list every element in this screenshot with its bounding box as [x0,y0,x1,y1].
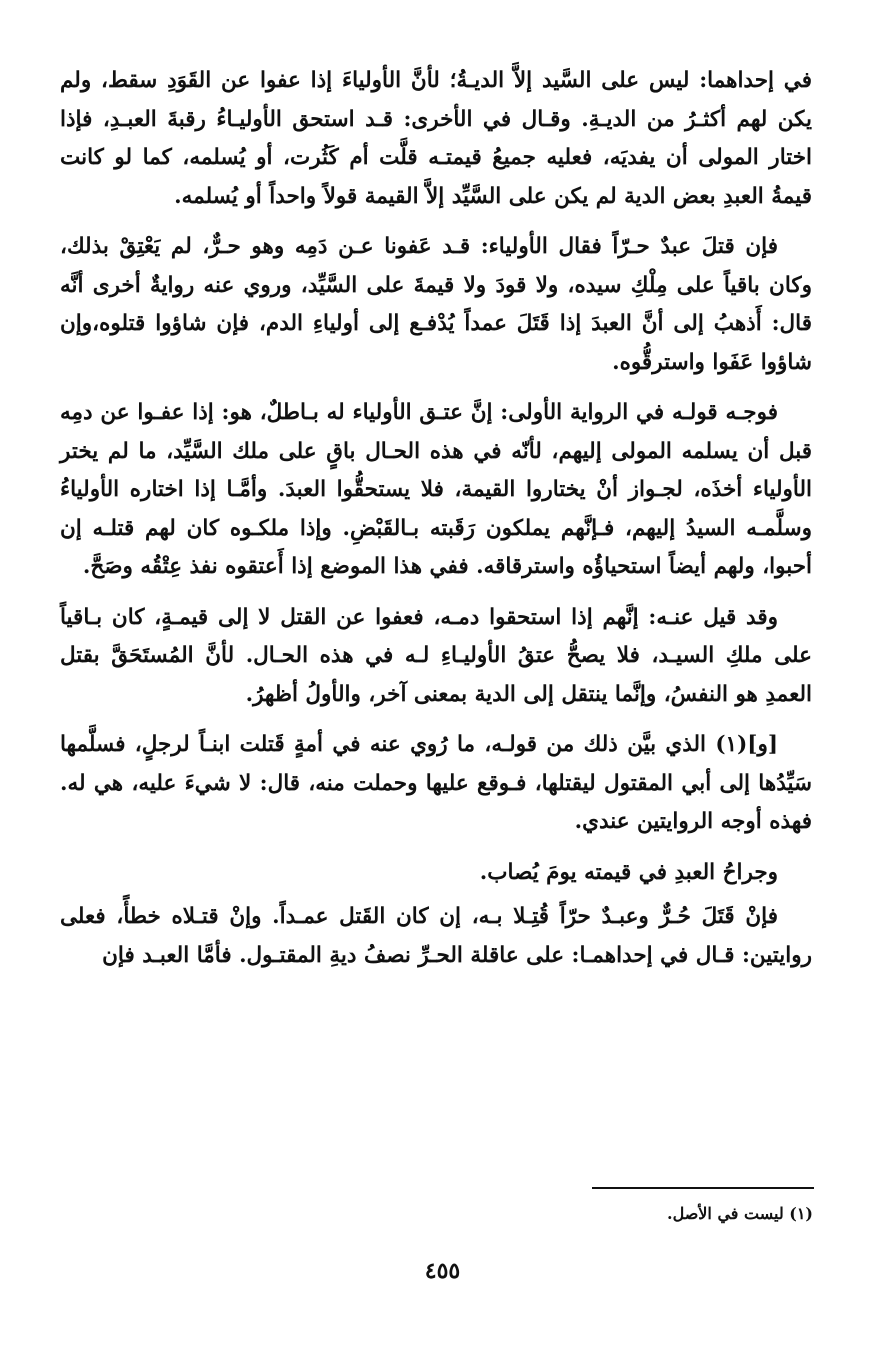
footnote: (١) ليست في الأصل. [667,1204,813,1223]
page-number: ٤٥٥ [424,1258,461,1284]
paragraph-6: وجراحُ العبدِ في قيمته يومَ يُصاب. [479,859,778,885]
paragraph-3: فوجـه قولـه في الرواية الأولى: إنَّ عتـق الأولياء له بـاطلٌ، هو: إذا عفـوا عن دمِه قبل أن يسلمه المولى إليهم، لأنّه في هذه الحـال باقٍ على ملك السَّيِّد، ما لم يختر الأولياء أخذَه، لجـواز أنْ يختاروا القيمة، فلا يستحقُّوا العبدَ. وأمَّـا إذا اختاره الأولياءُ وسلَّمـه السيدُ إليهم، فـإنَّهم يملكون رَقَبته بـالقَبْضِ. وإذا ملكـوه كان لهم قتلـه إن أحبوا، ولهم أيضاً استحياؤُه واسترقاقه. ففي هذا الموضع إذا أَعتقوه نفذ عِتْقُه وصَحَّ. [60,400,812,579]
page-body [60,62,812,987]
paragraph-7: فإنْ قَتَلَ حُـرٌّ وعبـدٌ حرّاً قُتِـلا بـه، إن كان القَتل عمـداً. وإنْ قتـلاه خطأً، فعلى روايتين: قـال في إحداهمـا: على عاقلة الحـرِّ نصفُ ديةِ المقتـول. فأمَّا العبـد فإن [60,904,812,968]
paragraph-5: [و](١) الذي بيَّن ذلك من قولـه، ما رُوي عنه في أمةٍ قَتلت ابنـاً لرجلٍ، فسلَّمها سَيِّدُها إلى أبي المقتول ليقتلها، فـوقع عليها وحملت منه، قال: لا شيءَ عليه، هي له. فهذه أوجه الروايتين عندي. [60,732,812,834]
footnote-divider [592,1187,814,1189]
paragraph-1: في إحداهما: ليس على السَّيد إلاَّ الديـةُ؛ لأنَّ الأولياءَ إذا عفوا عن القَوَدِ سقط، ولم يكن لهم أكثـرُ من الديـةِ. وقـال في الأخرى: قـد استحق الأوليـاءُ رقبةَ العبـدِ، فإذا اختار المولى أن يفديَه، فعليه جميعُ قيمتـه قلَّت أم كَثُرت، أو يُسلمه، كما لو كانت قيمةُ العبدِ بعض الدية لم يكن على السَّيِّد إلاَّ القيمة قولاً واحداً أو يُسلمه. [60,68,812,209]
paragraph-4: وقد قيل عنـه: إنَّهم إذا استحقوا دمـه، فعفوا عن القتل لا إلى قيمـةٍ، كان بـاقياً على ملكِ السيـد، فلا يصحُّ عتقُ الأوليـاءِ لـه في هذه الحـال. لأنَّ المُستَحَقَّ بقتل العمدِ هو النفسُ، وإنَّما ينتقل إلى الدية بمعنى آخر، والأولُ أظهرُ. [60,604,812,707]
paragraph-2: فإن قتلَ عبدٌ حـرّاً فقال الأولياء: قـد عَفونا عـن دَمِه وهو حـرٌّ، لم يَعْتِقْ بذلك، وكان باقياً على مِلْكِ سيده، ولا قودَ ولا قيمةَ على السَّيِّد، وروي عنه روايةٌ أخرى أنَّه قال: أَذهبُ إلى أنَّ العبدَ إذا قَتَلَ عمداً يُدْفـع إلى أولياءِ الدم، فإن شاؤوا قتلوه،وإن شاؤوا عَفَوا واسترقُّوه. [60,234,812,375]
